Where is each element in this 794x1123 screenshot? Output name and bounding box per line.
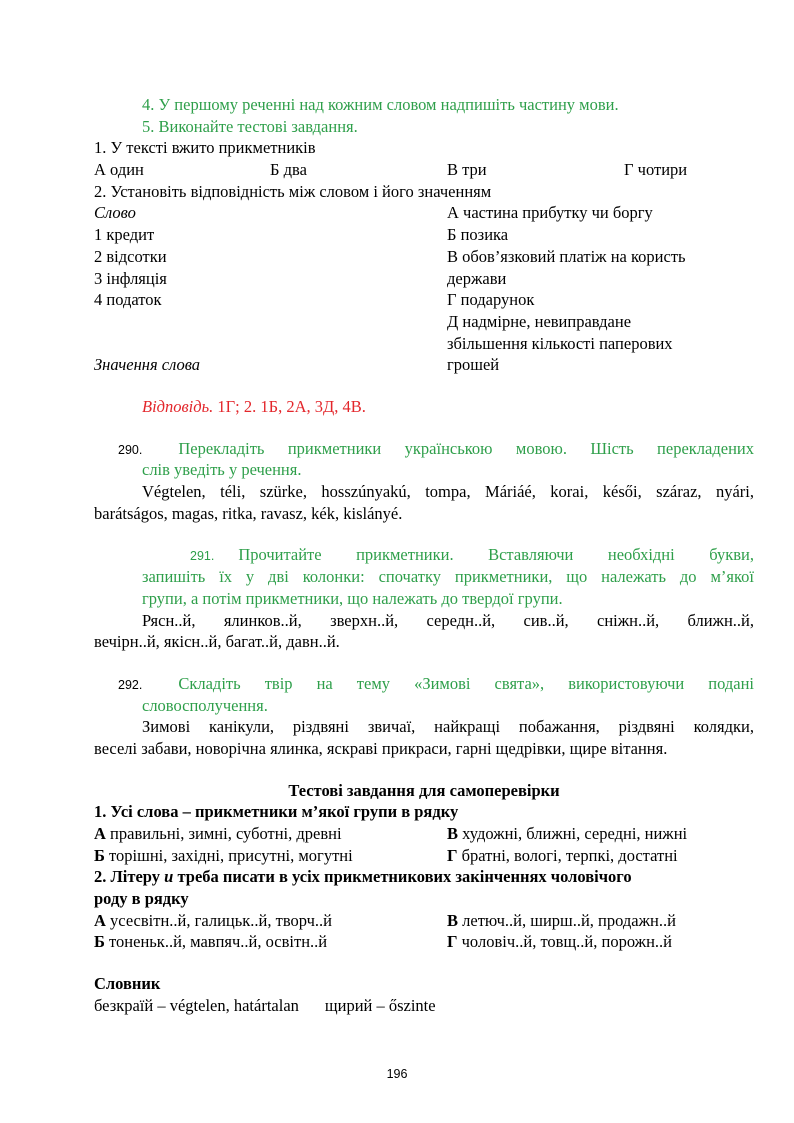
answer-label: Відповідь. — [142, 397, 214, 417]
question-1-options — [94, 159, 754, 181]
glossary-entries — [94, 995, 754, 1017]
answer-text: 1Г; 2. 1Б, 2А, 3Д, 4В. — [217, 397, 366, 417]
exercise-number: 291. — [190, 549, 215, 564]
test-title: Тестові завдання для самоперевірки — [288, 780, 560, 800]
test-question-2: 2. Літеру и треба писати в усіх прикметникових закінченнях чоловічого — [94, 867, 632, 887]
meaning-d-cont2: грошей — [447, 355, 500, 375]
exercise-290-task: 290. Перекладіть прикметники українською мовою. Шість перекладених — [118, 438, 754, 458]
exercise-291-task: 291. Прочитайте прикметники. Вставляючи необхідні букви, — [190, 545, 754, 565]
test-q1-row-2: Б торішні, західні, присутні, могутні Г братні, вологі, терпкі, достатні — [94, 845, 678, 865]
answer-line — [94, 396, 754, 418]
exercise-number: 290. — [118, 442, 143, 457]
exercise-number: 292. — [118, 677, 143, 692]
exercise-292-task: 292. Складіть твір на тему «Зимові свята», використовуючи подані — [118, 673, 754, 693]
page-number: 196 — [386, 1067, 408, 1081]
exercise-290-words-cont: barátságos, magas, ritka, ravasz, kék, kislányé. — [94, 503, 403, 523]
question-2: 2. Установіть відповідність між словом і його значенням — [94, 181, 492, 201]
glossary-entry: безкраїй – végtelen, határtalan — [94, 995, 299, 1015]
question-1: 1. У тексті вжито прикметників — [94, 138, 316, 158]
word-3: 3 інфляція — [94, 268, 167, 288]
meaning-d: Д надмірне, невиправдане — [447, 311, 632, 331]
test-question-1: 1. Усі слова – прикметники м’якої групи в рядку — [94, 802, 459, 822]
task-4: 4. У першому реченні над кожним словом надпишіть частину мови. — [142, 95, 619, 114]
word-1: 1 кредит — [94, 225, 155, 245]
meaning-a: А частина прибутку чи боргу — [447, 203, 653, 223]
exercise-292-words: Зимові канікули, різдвяні звичаї, найкращі побажання, різдвяні колядки, — [142, 717, 754, 737]
matching-table — [94, 202, 754, 376]
exercise-292-task-cont: словосполучення. — [142, 695, 268, 715]
task-5: 5. Виконайте тестові завдання. — [142, 116, 358, 136]
option-g: Г чотири — [624, 160, 688, 180]
exercise-290-words: Végtelen, téli, szürke, hosszúnyakú, tompa, Máriáé, korai, késői, száraz, nyári, — [142, 482, 754, 502]
exercise-292-words-cont: веселі забави, новорічна ялинка, яскраві прикраси, гарні щедрівки, щире вітання. — [94, 738, 668, 758]
exercise-291-task-cont: запишіть їх у дві колонки: спочатку прикметники, що належать до м’якої — [142, 567, 754, 587]
option-v: В три — [447, 160, 487, 180]
test-q2-row-2: Б тоненьк..й, мавпяч..й, освітн..й Г чоловіч..й, товщ..й, порожн..й — [94, 932, 672, 952]
test-question-2-cont: роду в рядку — [94, 889, 189, 909]
test-q2-row-1: А усесвітн..й, галицьк..й, творч..й В летюч..й, ширш..й, продажн..й — [94, 910, 676, 930]
exercise-291-words: Рясн..й, ялинков..й, зверхн..й, середн..й, сив..й, сніжн..й, ближн..й, — [142, 610, 754, 630]
option-a: А один — [94, 160, 144, 180]
glossary-entry: щирий – őszinte — [324, 995, 436, 1015]
word-column-head: Слово — [94, 203, 136, 223]
word-2: 2 відсотки — [94, 246, 167, 266]
meaning-b: Б позика — [447, 225, 509, 245]
word-4: 4 податок — [94, 290, 162, 310]
page-content — [94, 94, 754, 1017]
exercise-290-task-cont: слів уведіть у речення. — [142, 460, 302, 480]
meaning-g: Г подарунок — [447, 290, 535, 310]
meaning-column-head: Значення слова — [94, 355, 201, 375]
option-b: Б два — [270, 160, 307, 180]
meaning-v-cont: держави — [447, 268, 507, 288]
test-q1-row-1: А правильні, зимні, суботні, древні В художні, ближні, середні, нижні — [94, 824, 688, 844]
meaning-d-cont: збільшення кількості паперових — [447, 333, 673, 353]
exercise-291-task-cont2: групи, а потім прикметники, що належать до твердої групи. — [142, 588, 563, 608]
exercise-291-words-cont: вечірн..й, якісн..й, багат..й, давн..й. — [94, 632, 340, 652]
meaning-v: В обов’язковий платіж на користь — [447, 246, 686, 266]
glossary-title: Словник — [94, 974, 161, 994]
